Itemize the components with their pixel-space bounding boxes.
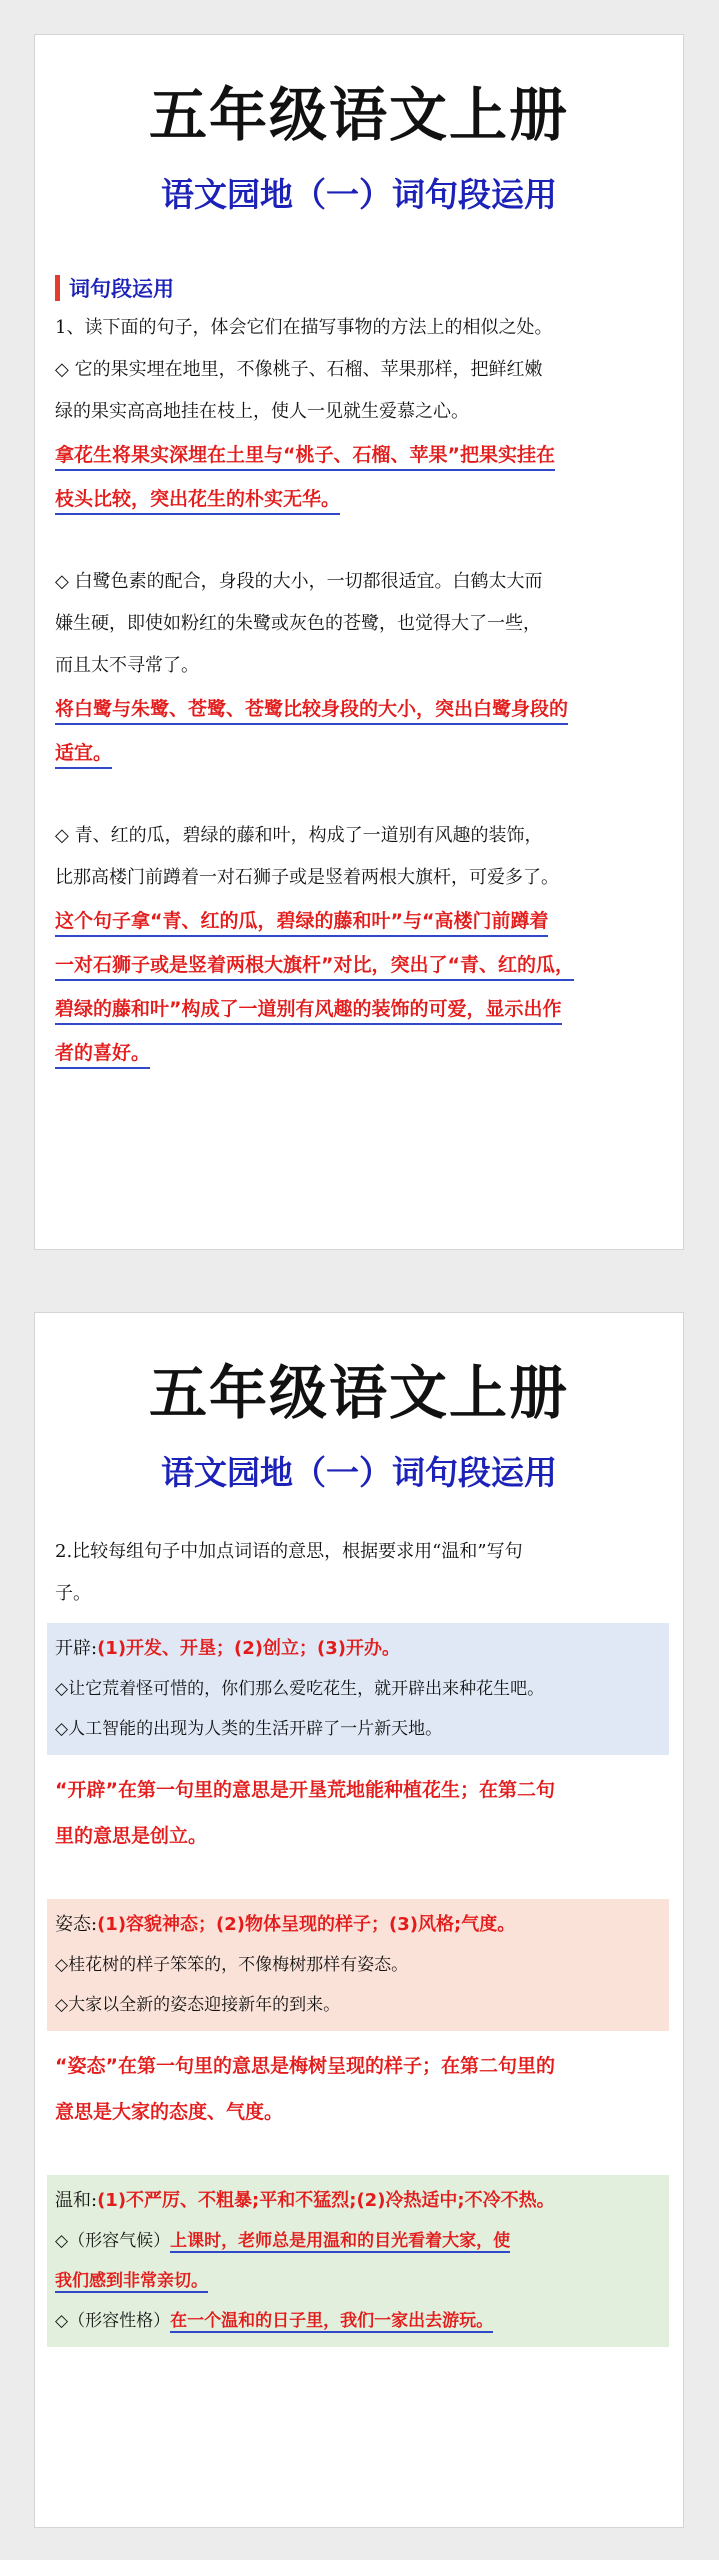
section-title: 词句段运用 [69,277,174,301]
answer-1-line: 枝头比较，突出花生的朴实无华。 [55,477,661,521]
example-sentence [55,2221,661,2261]
page-subtitle: 语文园地（一）词句段运用 [161,175,557,214]
sentence-1-line: 绿的果实高高地挂在枝上，使人一见就生爱慕之心。 [55,401,469,422]
example-sentence: ◇桂花树的样子笨笨的，不像梅树那样有姿态。 [55,1955,409,1975]
example-answer: 我们感到非常亲切。 [55,2271,208,2291]
definition-text: (1)开发、开垦；(2)创立；(3)开办。 [97,1638,401,1659]
example-label: ◇（形容性格） [55,2311,171,2331]
question-2-line: 2.比较每组句子中加点词语的意思，根据要求用“温和”写句 [55,1541,523,1562]
example-answer: 在一个温和的日子里，我们一家出去游玩。 [170,2311,494,2331]
word-group-zitai [47,1899,669,2031]
sentence-2-line: ◇ 白鹭色素的配合，身段的大小，一切都很适宜。白鹤太大而 [55,571,543,592]
definition-line [55,2181,661,2221]
definition-line [55,1629,661,1669]
sentence-2-line: 嫌生硬，即使如粉红的朱鹭或灰色的苍鹭，也觉得大了一些， [55,613,541,634]
example-sentence: ◇人工智能的出现为人类的生活开辟了一片新天地。 [55,1719,443,1739]
question-1: 1、读下面的句子，体会它们在描写事物的方法上的相似之处。 [55,317,553,338]
answer-2-line: 适宜。 [55,731,661,775]
page-subtitle: 语文园地（一）词句段运用 [161,1453,557,1492]
page-title: 五年级语文上册 [148,1359,569,1427]
example-sentence [55,2301,661,2341]
sentence-3-line: ◇ 青、红的瓜，碧绿的藤和叶，构成了一道别有风趣的装饰， [55,825,543,846]
worksheet-page-2 [34,1312,684,2528]
example-label: ◇（形容气候） [55,2231,171,2251]
example-sentence: ◇大家以全新的姿态迎接新年的到来。 [55,1995,341,2015]
explanation-line: “开辟”在第一句里的意思是开垦荒地能种植花生；在第二句 [55,1779,555,1801]
definition-line [55,1905,661,1945]
word-group-wenhe [47,2175,669,2347]
sentence-2-line: 而且太不寻常了。 [55,655,199,676]
word-group-kaipi [47,1623,669,1755]
definition-label: 温和: [55,2190,98,2211]
question-2-line: 子。 [55,1583,91,1604]
sentence-3-line: 比那高楼门前蹲着一对石狮子或是竖着两根大旗杆，可爱多了。 [55,867,559,888]
answer-3-line: 一对石狮子或是竖着两根大旗杆”对比，突出了“青、红的瓜， [55,943,661,987]
explanation-line: “姿态”在第一句里的意思是梅树呈现的样子；在第二句里的 [55,2055,555,2077]
example-sentence [55,2261,661,2301]
page-title: 五年级语文上册 [148,81,569,149]
definition-text: (1)容貌神态；(2)物体呈现的样子；(3)风格;气度。 [97,1914,516,1935]
explanation-line: 意思是大家的态度、气度。 [55,2101,284,2123]
worksheet-page-1 [34,34,684,1250]
answer-2-line: 将白鹭与朱鹭、苍鹭、苍鹭比较身段的大小，突出白鹭身段的 [55,687,661,731]
example-answer: 上课时，老师总是用温和的目光看着大家，使 [170,2231,511,2251]
section-marker [55,275,60,301]
answer-3-line: 者的喜好。 [55,1031,661,1075]
explanation-line: 里的意思是创立。 [55,1825,208,1847]
sentence-1-line: ◇ 它的果实埋在地里，不像桃子、石榴、苹果那样，把鲜红嫩 [55,359,543,380]
answer-3-line: 碧绿的藤和叶”构成了一道别有风趣的装饰的可爱，显示出作 [55,987,661,1031]
example-sentence: ◇让它荒着怪可惜的，你们那么爱吃花生，就开辟出来种花生吧。 [55,1679,545,1699]
definition-label: 姿态: [55,1914,98,1935]
section-heading [55,273,661,303]
definition-text: (1)不严厉、不粗暴;平和不猛烈;(2)冷热适中;不冷不热。 [97,2190,555,2211]
definition-label: 开辟: [55,1638,98,1659]
answer-3-line: 这个句子拿“青、红的瓜，碧绿的藤和叶”与“高楼门前蹲着 [55,899,661,943]
answer-1-line: 拿花生将果实深埋在土里与“桃子、石榴、苹果”把果实挂在 [55,433,661,477]
